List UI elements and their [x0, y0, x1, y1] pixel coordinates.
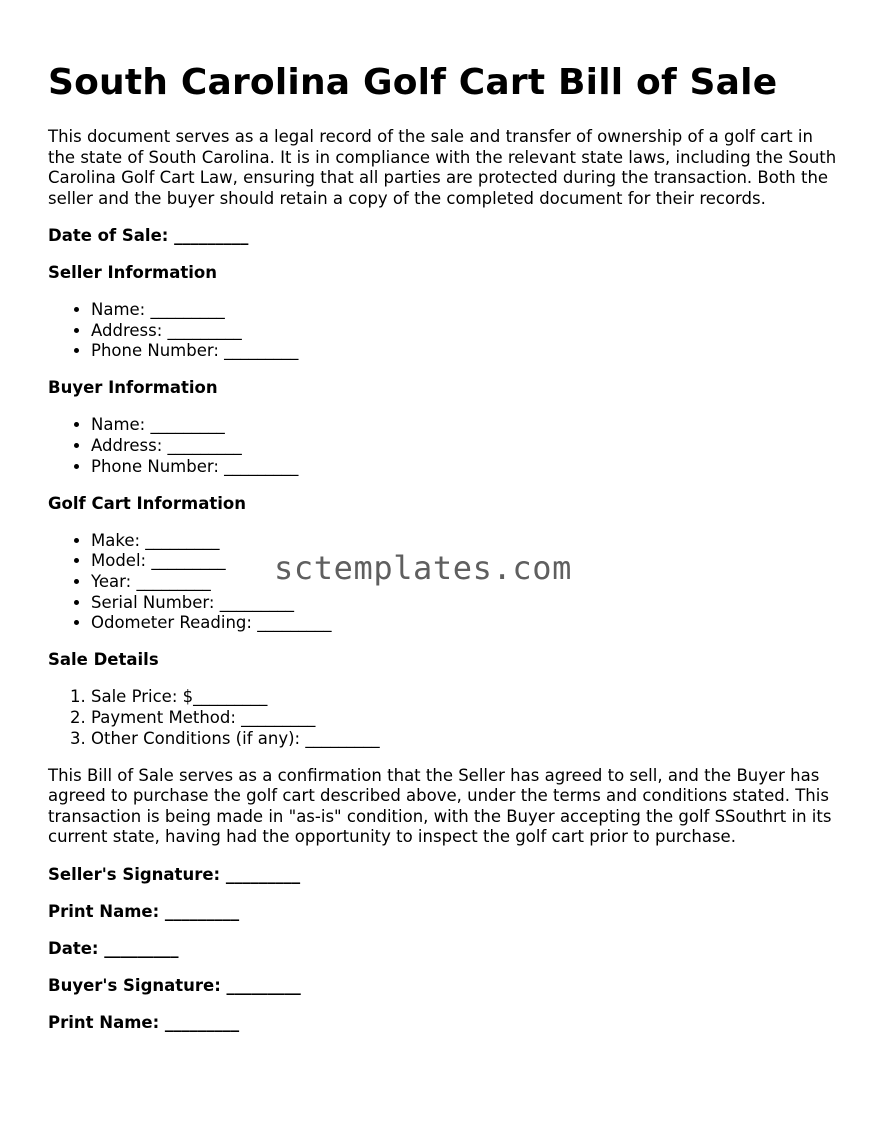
cart-section-heading: Golf Cart Information [48, 493, 246, 513]
confirmation-paragraph: This Bill of Sale serves as a confirmation that the Seller has agreed to sell, and the Buyer has agreed to purchase the golf cart described above, under the terms and conditions stated. This transaction is being made in "as-is" condition, with the Buyer accepting the golf SSouthrt in its current state, having had the opportunity to inspect the golf cart prior to purchase. [48, 765, 832, 847]
seller-signature-field: Seller's Signature: _________ [48, 864, 301, 884]
watermark: sctemplates.com [274, 549, 572, 587]
list-item: • Address: _________ [91, 436, 838, 457]
list-item: • Make: _________ [91, 531, 838, 552]
list-item: • Model: _________ [91, 551, 838, 572]
seller-print-name-field: Print Name: _________ [48, 901, 240, 921]
date-field: Date: _________ [48, 938, 179, 958]
list-item: 3. Other Conditions (if any): _________ [91, 729, 838, 750]
buyer-info-list [48, 415, 838, 477]
list-item: 2. Payment Method: _________ [91, 708, 838, 729]
page-title: South Carolina Golf Cart Bill of Sale [48, 62, 778, 103]
list-item: • Phone Number: _________ [91, 457, 838, 478]
list-item: • Serial Number: _________ [91, 593, 838, 614]
document-page [48, 0, 838, 1034]
list-item: • Odometer Reading: _________ [91, 613, 838, 634]
list-item: • Name: _________ [91, 300, 838, 321]
buyer-signature-field: Buyer's Signature: _________ [48, 975, 301, 995]
list-item: • Name: _________ [91, 415, 838, 436]
seller-section-heading: Seller Information [48, 262, 217, 282]
buyer-print-name-field: Print Name: _________ [48, 1012, 240, 1032]
list-item: • Year: _________ [91, 572, 838, 593]
seller-info-list [48, 300, 838, 362]
buyer-section-heading: Buyer Information [48, 378, 218, 398]
sale-section-heading: Sale Details [48, 650, 159, 670]
sale-details-list [48, 687, 838, 749]
list-item: • Phone Number: _________ [91, 341, 838, 362]
list-item: • Address: _________ [91, 321, 838, 342]
list-item: 1. Sale Price: $_________ [91, 687, 838, 708]
date-of-sale-field: Date of Sale: _________ [48, 225, 249, 245]
intro-paragraph: This document serves as a legal record of the sale and transfer of ownership of a golf cart in the state of South Carolina. It is in compliance with the relevant state laws, including the South Carolina Golf Cart Law, ensuring that all parties are protected during the transaction. Both the seller and the buyer should retain a copy of the completed document for their records. [48, 127, 837, 208]
